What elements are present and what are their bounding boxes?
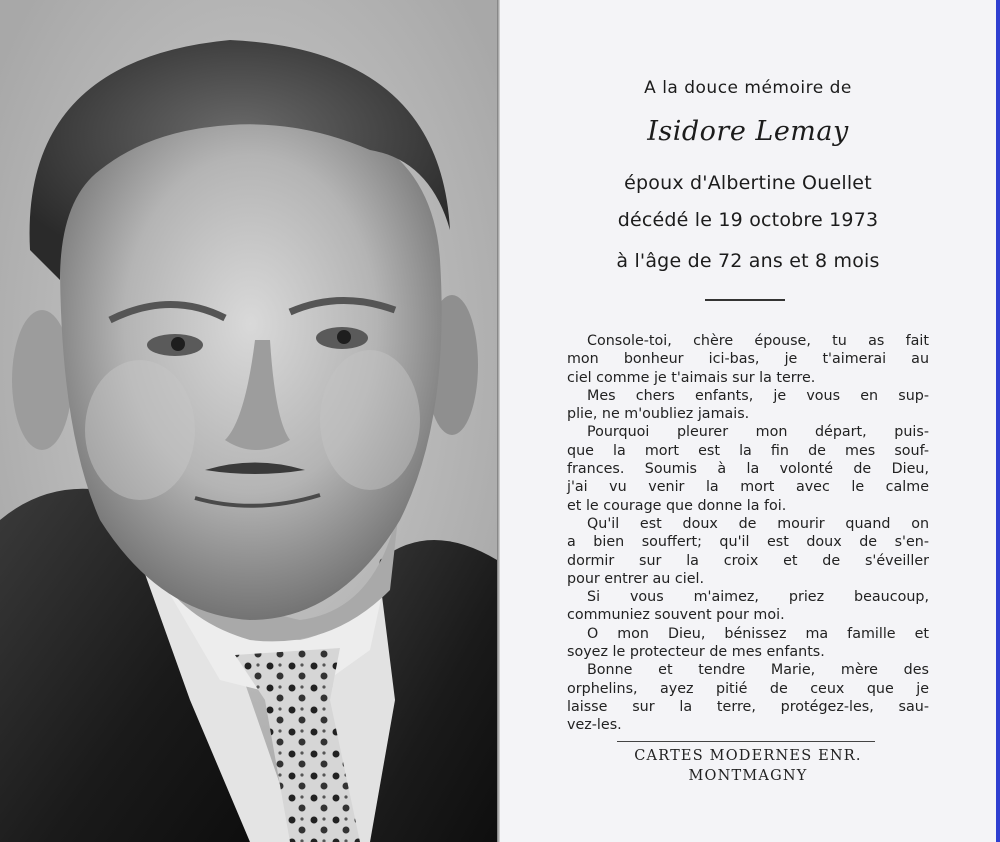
text-panel: [500, 0, 996, 842]
publisher-city: MONTMAGNY: [688, 768, 808, 784]
poem-line: frances. Soumis à la volonté de Dieu,: [567, 461, 929, 478]
poem-line: vez-les.: [567, 717, 622, 734]
poem-line: que la mort est la fin de mes souf-: [567, 442, 929, 459]
poem-line: laisse sur la terre, protégez-les, sau-: [567, 698, 929, 715]
portrait-photo: [0, 0, 497, 842]
death-date-line: décédé le 19 octobre 1973: [617, 209, 879, 231]
poem-line: j'ai vu venir la mort avec le calme: [567, 479, 929, 496]
poem-line: pour entrer au ciel.: [567, 570, 705, 587]
publisher-rule: [617, 741, 875, 742]
poem-line: O mon Dieu, bénissez ma famille et: [587, 625, 929, 642]
poem-line: soyez le protecteur de mes enfants.: [567, 644, 825, 661]
poem-line: Si vous m'aimez, priez beaucoup,: [587, 589, 929, 606]
memorial-poem: [567, 332, 929, 735]
dedication-line: A la douce mémoire de: [644, 78, 852, 98]
poem-line: Qu'il est doux de mourir quand on: [587, 515, 929, 532]
poem-line: dormir sur la croix et de s'éveiller: [567, 552, 929, 569]
poem-line: Bonne et tendre Marie, mère des: [587, 662, 929, 679]
divider-rule: [705, 299, 785, 301]
poem-line: mon bonheur ici-bas, je t'aimerai au: [567, 351, 929, 368]
portrait-illustration: [0, 0, 497, 842]
publisher-block: [500, 746, 996, 786]
card-border: [996, 0, 1000, 842]
poem-line: et le courage que donne la foi.: [567, 497, 787, 514]
poem-line: plie, ne m'oubliez jamais.: [567, 406, 750, 423]
poem-line: Console-toi, chère épouse, tu as fait: [587, 333, 929, 349]
deceased-name: Isidore Lemay: [647, 116, 849, 147]
poem-line: Mes chers enfants, je vous en sup-: [587, 387, 929, 404]
poem-line: a bien souffert; qu'il est doux de s'en-: [567, 534, 929, 551]
publisher-name: CARTES MODERNES ENR.: [634, 748, 862, 764]
poem-line: Pourquoi pleurer mon départ, puis-: [587, 424, 929, 441]
poem-line: ciel comme je t'aimais sur la terre.: [567, 369, 816, 386]
age-line: à l'âge de 72 ans et 8 mois: [616, 250, 880, 272]
poem-line: orphelins, ayez pitié de ceux que je: [567, 680, 929, 697]
poem-line: communiez souvent pour moi.: [567, 607, 785, 624]
spouse-line: époux d'Albertine Ouellet: [624, 172, 872, 194]
